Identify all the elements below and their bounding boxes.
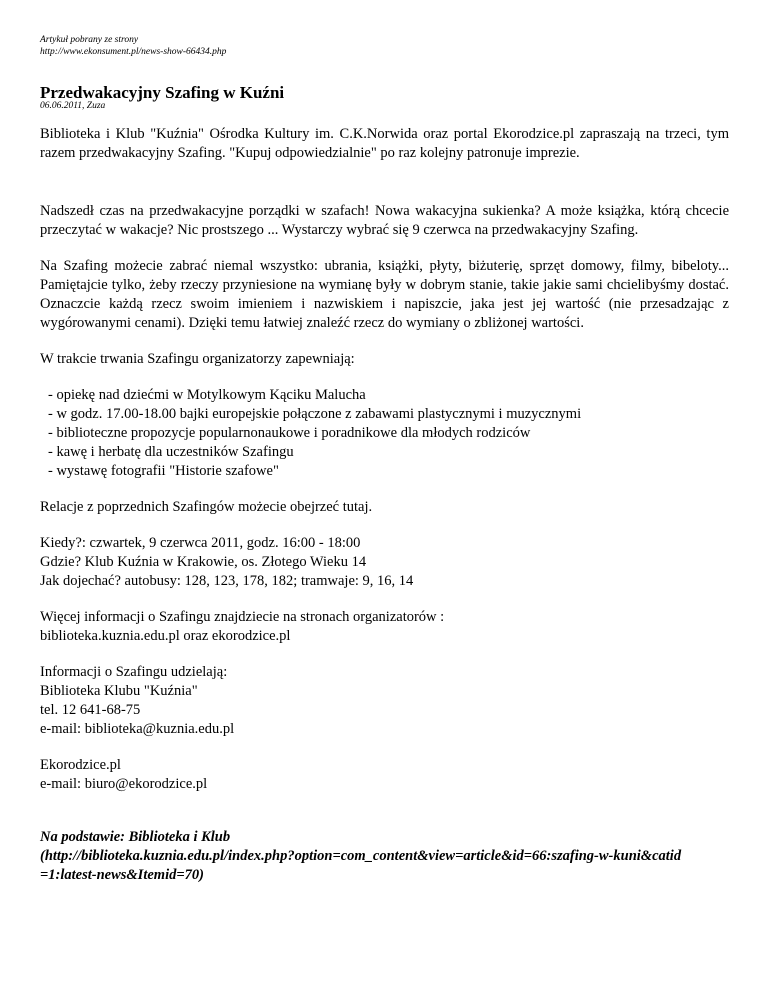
contact-library	[40, 663, 729, 739]
paragraph-4: Relacje z poprzednich Szafingów możecie obejrzeć tutaj.	[40, 499, 373, 515]
footer-line: Na podstawie: Biblioteka i Klub	[40, 829, 231, 845]
contact-line: e-mail: biuro@ekorodzice.pl	[40, 776, 208, 792]
paragraph-1: Nadszedł czas na przedwakacyjne porządki w szafach! Nowa wakacyjna sukienka? A może książka, którą chcecie przeczytać w wakacje? Nic prostszego ... Wystarczy wybrać się 9 czerwca na przedwakacyjny Szafing.	[40, 203, 729, 238]
more-info-links: biblioteka.kuznia.edu.pl oraz ekorodzice.pl	[40, 628, 291, 644]
article-body	[40, 125, 729, 885]
list-item: - wystawę fotografii "Historie szafowe"	[48, 463, 279, 479]
source-footer	[40, 828, 729, 885]
footer-line: (http://biblioteka.kuznia.edu.pl/index.php?option=com_content&view=article&id=66:szafing-w-kuni&catid	[40, 848, 682, 864]
source-note	[40, 34, 226, 58]
contact-line: e-mail: biblioteka@kuznia.edu.pl	[40, 721, 235, 737]
footer-line: =1:latest-news&Itemid=70)	[40, 867, 204, 883]
event-where: Gdzie? Klub Kuźnia w Krakowie, os. Złotego Wieku 14	[40, 554, 367, 570]
contact-line: Informacji o Szafingu udzielają:	[40, 664, 228, 680]
contact-line: Biblioteka Klubu "Kuźnia"	[40, 683, 198, 699]
lead-paragraph: Biblioteka i Klub "Kuźnia" Ośrodka Kultury im. C.K.Norwida oraz portal Ekorodzice.pl zapraszają na trzeci, tym razem przedwakacyjny Szafing. "Kupuj odpowiedzialnie" po raz kolejny patronuje imprezie.	[40, 126, 729, 161]
contact-line: Ekorodzice.pl	[40, 757, 121, 773]
list-item: - kawę i herbatę dla uczestników Szafingu	[48, 444, 294, 460]
contact-ekorodzice	[40, 756, 729, 794]
event-when: Kiedy?: czwartek, 9 czerwca 2011, godz. 16:00 - 18:00	[40, 535, 361, 551]
attractions-list	[40, 386, 729, 481]
paragraph-3: W trakcie trwania Szafingu organizatorzy zapewniają:	[40, 351, 355, 367]
list-item: - w godz. 17.00-18.00 bajki europejskie połączone z zabawami plastycznymi i muzycznymi	[48, 406, 582, 422]
paragraph-2: Na Szafing możecie zabrać niemal wszystko: ubrania, książki, płyty, biżuterię, sprzęt domowy, filmy, bibeloty... Pamiętajcie tylko, żeby rzeczy przyniesione na wymianę były w dobrym stanie, takie jakie sami chcielibyśmy dostać. Oznaczcie każdą rzecz swoim imieniem i nazwiskiem i napiszcie, jaka jest jej wartość (nie przesadzając z wygórowanymi cenami). Dzięki temu łatwiej znaleźć rzecz do wymiany o zbliżonej wartości.	[40, 258, 729, 331]
source-label: Artykuł pobrany ze strony	[40, 35, 139, 45]
article-title: Przedwakacyjny Szafing w Kuźni	[40, 83, 285, 102]
contact-line: tel. 12 641-68-75	[40, 702, 141, 718]
more-info	[40, 608, 729, 646]
article-byline: 06.06.2011, Zuza	[40, 101, 106, 111]
list-item: - opiekę nad dziećmi w Motylkowym Kąciku Malucha	[48, 387, 366, 403]
source-url: http://www.ekonsument.pl/news-show-66434.php	[40, 47, 227, 57]
more-info-line: Więcej informacji o Szafingu znajdziecie na stronach organizatorów :	[40, 609, 445, 625]
list-item: - biblioteczne propozycje popularnonaukowe i poradnikowe dla młodych rodziców	[48, 425, 531, 441]
event-details	[40, 534, 729, 591]
event-transport: Jak dojechać? autobusy: 128, 123, 178, 182; tramwaje: 9, 16, 14	[40, 573, 414, 589]
